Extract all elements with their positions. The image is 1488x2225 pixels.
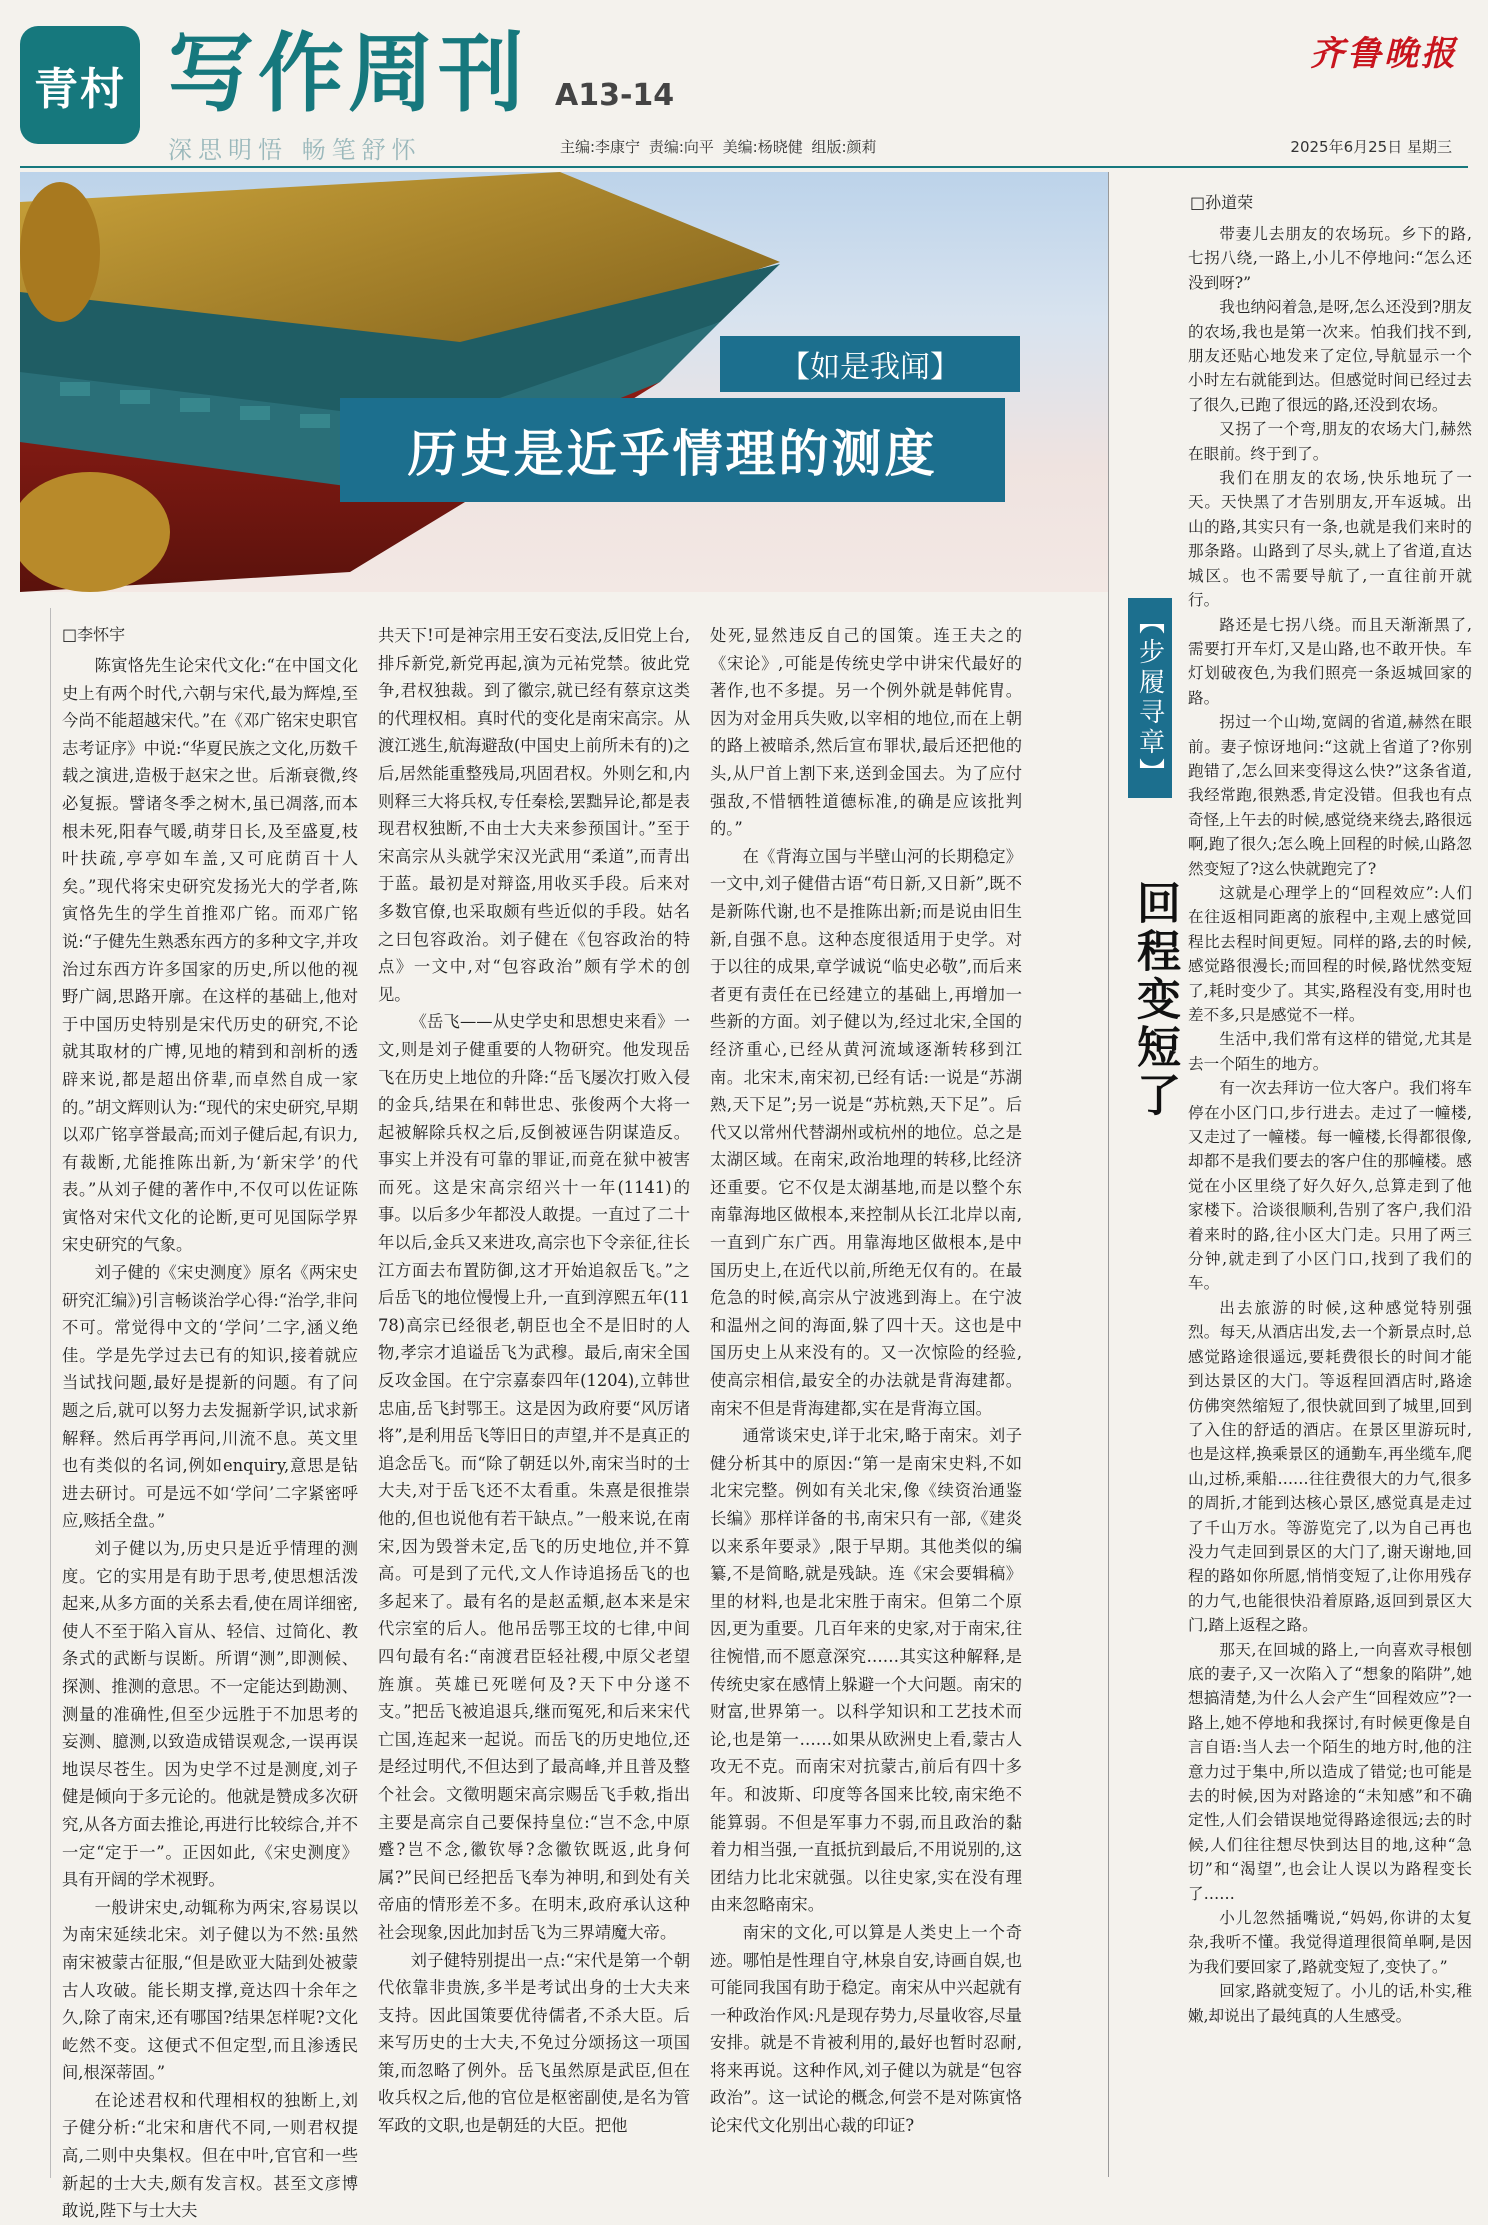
column-divider bbox=[1108, 172, 1109, 2177]
paragraph: 陈寅恪先生论宋代文化:“在中国文化史上有两个时代,六朝与宋代,最为辉煌,至今尚不能超越宋代。”在《邓广铭宋史职官志考证序》中说:“华夏民族之文化,历数千载之演进,造极于赵宋之世。后渐衰微,终必复振。譬诸冬季之树木,虽已凋落,而本根未死,阳春气暖,萌芽日长,及至盛夏,枝叶扶疏,亭亭如车盖,又可庇荫百十人矣。”现代将宋史研究发扬光大的学者,陈寅恪先生的学生首推邓广铭。而邓广铭说:“子健先生熟悉东西方的多种文字,并攻治过东西方许多国家的历史,所以他的视野广阔,思路开廓。在这样的基础上,他对于中国历史特别是宋代历史的研究,不论就其取材的广博,见地的精到和剖析的透辟来说,都是超出侪辈,而卓然自成一家的。”胡文辉则认为:“现代的宋史研究,早期以邓广铭享誉最高;而刘子健后起,有识力,有裁断,尤能推陈出新,为‘新宋学’的代表。”从刘子健的著作中,不仅可以佐证陈寅恪对宋代文化的论断,更可见国际学界宋史研究的气象。 bbox=[62, 656, 358, 1255]
paragraph: 回家,路就变短了。小儿的话,朴实,稚嫩,却说出了最纯真的人生感受。 bbox=[1188, 1982, 1472, 2025]
paragraph: 带妻儿去朋友的农场玩。乡下的路,七拐八绕,一路上,小儿不停地问:“怎么还没到呀?” bbox=[1188, 225, 1472, 292]
paragraph: 刘子健的《宋史测度》原名《两宋史研究汇编》)引言畅谈治学心得:“治学,非问不可。常觉得中文的‘学问’二字,涵义绝佳。学是先学过去已有的知识,接着就应当试找问题,最好是提新的问题。有了问题之后,就可以努力去发掘新学识,试求新解释。然后再学再问,川流不息。英文里也有类似的名词,例如enquiry,意思是钻进去研讨。可是远不如‘学问’二字紧密呼应,赅括全盘。” bbox=[62, 1263, 358, 1531]
article-kicker: 【如是我闻】 bbox=[720, 336, 1020, 392]
paragraph: 在《背海立国与半壁山河的长期稳定》一文中,刘子健借古语“苟日新,又日新”,既不是新陈代谢,也不是推陈出新;而是说由旧生新,自强不息。这种态度很适用于史学。对于以往的成果,章学诚说“临史必敬”,而后来者更有责任在已经建立的基础上,再增加一些新的方面。刘子健以为,经过北宋,全国的经济重心,已经从黄河流域逐渐转移到江南。北宋末,南宋初,已经有话:一说是“苏湖熟,天下足”;另一说是“苏杭熟,天下足”。后代又以常州代替湖州或杭州的地位。总之是太湖区域。在南宋,政治地理的转移,比经济还重要。它不仅是太湖基地,而是以整个东南靠海地区做根本,来控制从长江北岸以南,一直到广东广西。用靠海地区做根本,是中国历史上,在近代以前,所绝无仅有的。在最危急的时候,高宗从宁波逃到海上。在宁波和温州之间的海面,躲了四十天。这也是中国历史上从来没有的。又一次惊险的经验,使高宗相信,最安全的办法就是背海建都。南宋不但是背海建都,实在是背海立国。 bbox=[710, 846, 1022, 1418]
issue-date: 2025年6月25日 星期三 bbox=[1290, 138, 1452, 156]
main-article-column-1 bbox=[62, 652, 358, 2225]
paragraph: 南宋的文化,可以算是人类史上一个奇迹。哪怕是性理自守,林泉自安,诗画自娱,也可能同我国有助于稳定。南宋从中兴起就有一种政治作风:凡是现存势力,尽量收容,尽量安排。就是不肯被利用的,最好也暂时忍耐,将来再说。这种作风,刘子健以为就是“包容政治”。这一试论的概念,何尝不是对陈寅恪论宋代文化别出心裁的印证? bbox=[710, 1922, 1022, 2136]
editor-credits: 主编:李康宁 责编:向平 美编:杨晓健 组版:颜莉 bbox=[560, 138, 877, 156]
paragraph: 又拐了一个弯,朋友的农场大门,赫然在眼前。终于到了。 bbox=[1188, 420, 1472, 463]
column-logo: 青村 bbox=[20, 26, 140, 144]
side-article-title: 回程变短了 bbox=[1129, 880, 1180, 1120]
page-number: A13-14 bbox=[555, 78, 675, 113]
paragraph: 出去旅游的时候,这种感觉特别强烈。每天,从酒店出发,去一个新景点时,总感觉路途很遥远,要耗费很长的时间才能到达景区的大门。等返程回酒店时,路途仿佛突然缩短了,很快就回到了城里,回到了入住的舒适的酒店。在景区里游玩时,也是这样,换乘景区的通勤车,再坐缆车,爬山,过桥,乘船……往往费很大的力气,很多的周折,才能到达核心景区,感觉真是走过了千山万水。等游览完了,以为自己再也没力气走回到景区的大门了,谢天谢地,回程的路如你所愿,悄悄变短了,让你用残存的力气,也能很快沿着原路,返回到景区大门,踏上返程之路。 bbox=[1188, 1298, 1472, 1635]
paragraph: 有一次去拜访一位大客户。我们将车停在小区门口,步行进去。走过了一幢楼,又走过了一幢楼。每一幢楼,长得都很像,却都不是我们要去的客户住的那幢楼。感觉在小区里绕了好久好久,总算走到了他家楼下。洽谈很顺利,告别了客户,我们沿着来时的路,往小区大门走。只用了两三分钟,就走到了小区门口,找到了我们的车。 bbox=[1188, 1079, 1472, 1293]
paragraph: 《岳飞——从史学史和思想史来看》一文,则是刘子健重要的人物研究。他发现岳飞在历史上地位的升降:“岳飞屡次打败入侵的金兵,结果在和韩世忠、张俊两个大将一起被解除兵权之后,反倒被诬告阴谋造反。事实上并没有可靠的罪证,而竟在狱中被害而死。这是宋高宗绍兴十一年(1141)的事。以后多少年都没人敢提。一直过了二十年以后,金兵又来进攻,高宗也下令亲征,往长江方面去布置防御,这才开始追叙岳飞。”之后岳飞的地位慢慢上升,一直到淳熙五年(1178)高宗已经很老,朝臣也全不是旧时的人物,孝宗才追谥岳飞为武穆。最后,南宋全国反攻金国。在宁宗嘉泰四年(1204),立韩世忠庙,岳飞封鄂王。这是因为政府要“风厉诸将”,是利用岳飞等旧日的声望,并不是真正的追念岳飞。而“除了朝廷以外,南宋当时的士大夫,对于岳飞还不太看重。朱熹是很推崇他的,但也说他有若干缺点。”一般来说,在南宋,因为毁誉未定,岳飞的历史地位,并不算高。可是到了元代,文人作诗追扬岳飞的也多起来了。最有名的是赵孟頫,赵本来是宋代宗室的后人。他吊岳鄂王坟的七律,中间四句最有名:“南渡君臣轻社稷,中原父老望旌旗。英雄已死嗟何及?天下中分遂不支。”把岳飞被追退兵,继而冤死,和后来宋代亡国,连起来一起说。而岳飞的历史地位,还是经过明代,不但达到了最高峰,并且普及整个社会。文徵明题宋高宗赐岳飞手敕,指出主要是高宗自己要保持皇位:“岂不念,中原蹙?岂不念,徽钦辱?念徽钦既返,此身何属?”民间已经把岳飞奉为神明,和到处有关帝庙的情形差不多。在明末,政府承认这种社会现象,因此加封岳飞为三界靖魔大帝。 bbox=[378, 1012, 690, 1942]
main-article-column-2 bbox=[378, 622, 690, 2140]
paragraph: 在论述君权和代理相权的独断上,刘子健分析:“北宋和唐代不同,一则君权提高,二则中央集权。但在中叶,官官和一些新起的士大夫,颇有发言权。甚至文彦博敢说,陛下与士大夫 bbox=[62, 2090, 358, 2221]
main-article-column-3 bbox=[710, 622, 1022, 2140]
main-article-byline: □李怀宇 bbox=[62, 625, 126, 644]
paragraph: 拐过一个山坳,宽阔的省道,赫然在眼前。妻子惊讶地问:“这就上省道了?你别跑错了,怎么回来变得这么快?”这条省道,我经常跑,很熟悉,肯定没错。但我也有点奇怪,上午去的时候,感觉绕来绕去,路很远啊,跑了很久;怎么晚上回程的时候,山路忽然变短了?这么快就跑完了? bbox=[1188, 713, 1472, 878]
paragraph: 处死,显然违反自己的国策。连王夫之的《宋论》,可能是传统史学中讲宋代最好的著作,也不多提。另一个例外就是韩侂胄。因为对金用兵失败,以宰相的地位,而在上朝的路上被暗杀,然后宣布罪状,最后还把他的头,从尸首上割下来,送到金国去。为了应付强敌,不惜牺牲道德标准,的确是应该批判的。” bbox=[710, 626, 1022, 839]
paragraph: 通常谈宋史,详于北宋,略于南宋。刘子健分析其中的原因:“第一是南宋史料,不如北宋完整。例如有关北宋,像《续资治通鉴长编》那样详备的书,南宋只有一部,《建炎以来系年要录》,限于早期。其他类似的编纂,不是简略,就是残缺。连《宋会要辑稿》里的材料,也是北宋胜于南宋。但第二个原因,更为重要。几百年来的史家,对于南宋,往往惋惜,而不愿意深究……其实这种解释,是传统史家在感情上躲避一个大问题。南宋的财富,世界第一。以科学知识和工艺技术而论,也是第一……如果从欧洲史上看,蒙古人攻无不克。而南宋对抗蒙古,前后有四十多年。和波斯、印度等各国来比较,南宋绝不能算弱。不但是军事力不弱,而且政治的黏着力相当强,一直抵抗到最后,不用说别的,这团结力比北宋就强。以往史家,实在没有理由来忽略南宋。 bbox=[710, 1426, 1022, 1915]
side-article-body bbox=[1188, 222, 1472, 2028]
paragraph: 路还是七拐八绕。而且天渐渐黑了,需要打开车灯,又是山路,也不敢开快。车灯划破夜色,为我们照亮一条返城回家的路。 bbox=[1188, 615, 1472, 707]
slogan: 深思明悟 畅笔舒怀 bbox=[168, 136, 422, 164]
side-article-byline: □孙道荣 bbox=[1190, 193, 1254, 212]
paragraph: 这就是心理学上的“回程效应”:人们在往返相同距离的旅程中,主观上感觉回程比去程时间更短。同样的路,去的时候,感觉路很漫长;而回程的时候,路忧然变短了,耗时变少了。其实,路程没有变,用时也差不多,只是感觉不一样。 bbox=[1188, 883, 1472, 1024]
paragraph: 我们在朋友的农场,快乐地玩了一天。天快黑了才告别朋友,开车返城。出山的路,其实只有一条,也就是我们来时的那条路。山路到了尽头,就上了省道,直达城区。也不需要导航了,一直往前开就行。 bbox=[1188, 469, 1472, 610]
paragraph: 共天下!可是神宗用王安石变法,反旧党上台,排斥新党,新党再起,演为元祐党禁。彼此党争,君权独裁。到了徽宗,就已经有蔡京这类的代理权相。真时代的变化是南宋高宗。从渡江逃生,航海避敌(中国史上前所未有的)之后,居然能重整残局,巩固君权。外则乞和,内则释三大将兵权,专任秦桧,罢黜异论,都是表现君权独断,不由士大夫来参预国计。”至于宋高宗从头就学宋汉光武用“柔道”,而青出于蓝。最初是对辩盗,用收买手段。后来对多数官僚,也采取颇有些近似的手段。姑名之曰包容政治。刘子健在《包容政治的特点》一文中,对“包容政治”颇有学术的创见。 bbox=[378, 626, 690, 1004]
paragraph: 生活中,我们常有这样的错觉,尤其是去一个陌生的地方。 bbox=[1188, 1030, 1472, 1073]
masthead-title: 写作周刊 bbox=[168, 23, 528, 124]
newspaper-brand-logo: 齐鲁晚报 bbox=[1310, 34, 1458, 74]
article-headline: 历史是近乎情理的测度 bbox=[340, 398, 1005, 502]
paragraph: 刘子健特别提出一点:“宋代是第一个朝代依靠非贵族,多半是考试出身的士大夫来支持。因此国策要优待儒者,不杀大臣。后来写历史的士大夫,不免过分颂扬这一项国策,而忽略了例外。岳飞虽然原是武臣,但在收兵权之后,他的官位是枢密副使,是名为管军政的文职,也是朝廷的大臣。把他 bbox=[378, 1950, 690, 2136]
paragraph: 小儿忽然插嘴说,“妈妈,你讲的太复杂,我听不懂。我觉得道理很简单啊,是因为我们要回家了,路就变短了,变快了。” bbox=[1188, 1909, 1472, 1976]
paragraph: 我也纳闷着急,是呀,怎么还没到?朋友的农场,我也是第一次来。怕我们找不到,朋友还贴心地发来了定位,导航显示一个小时左右就能到达。但感觉时间已经过去了很久,已跑了很远的路,还没到农场。 bbox=[1188, 298, 1472, 414]
paragraph: 那天,在回城的路上,一向喜欢寻根刨底的妻子,又一次陷入了“想象的陷阱”,她想搞清楚,为什么人会产生“回程效应”?一路上,她不停地和我探讨,有时候更像是自言自语:当人去一个陌生的地方时,他的注意力过于集中,所以造成了错觉;也可能是去的时候,因为对路途的“未知感”和不确定性,人们会错误地觉得路途很远;去的时候,人们往往想尽快到达目的地,这种“急切”和“渴望”,也会让人误以为路程变长了…… bbox=[1188, 1640, 1472, 1903]
paragraph: 一般讲宋史,动辄称为两宋,容易误以为南宋延续北宋。刘子健以为不然:虽然南宋被蒙古征服,“但是欧亚大陆到处被蒙古人攻破。能长期支撑,竟达四十余年之久,除了南宋,还有哪国?结果怎样呢?文化屹然不变。这便式不但定型,而且渗透民间,根深蒂固。” bbox=[62, 1897, 358, 2083]
paragraph: 刘子健以为,历史只是近乎情理的测度。它的实用是有助于思考,使思想活泼起来,从多方面的关系去看,使在周详细密,使人不至于陷入盲从、轻信、过简化、教条式的武断与误断。所谓“测”,即测候、探测、推测的意思。不一定能达到勘测、测量的准确性,但至少远胜于不加思考的妄测、臆测,以致造成错误观念,一误再误地误尽苍生。因为史学不过是测度,刘子健是倾向于多元论的。他就是赞成多次研究,从各方面去推论,再进行比较综合,并不一定“定于一”。正因如此,《宋史测度》具有开阔的学术视野。 bbox=[62, 1539, 358, 1890]
section-tag: 【步履寻章】 bbox=[1128, 598, 1172, 798]
header-divider bbox=[20, 166, 1468, 168]
